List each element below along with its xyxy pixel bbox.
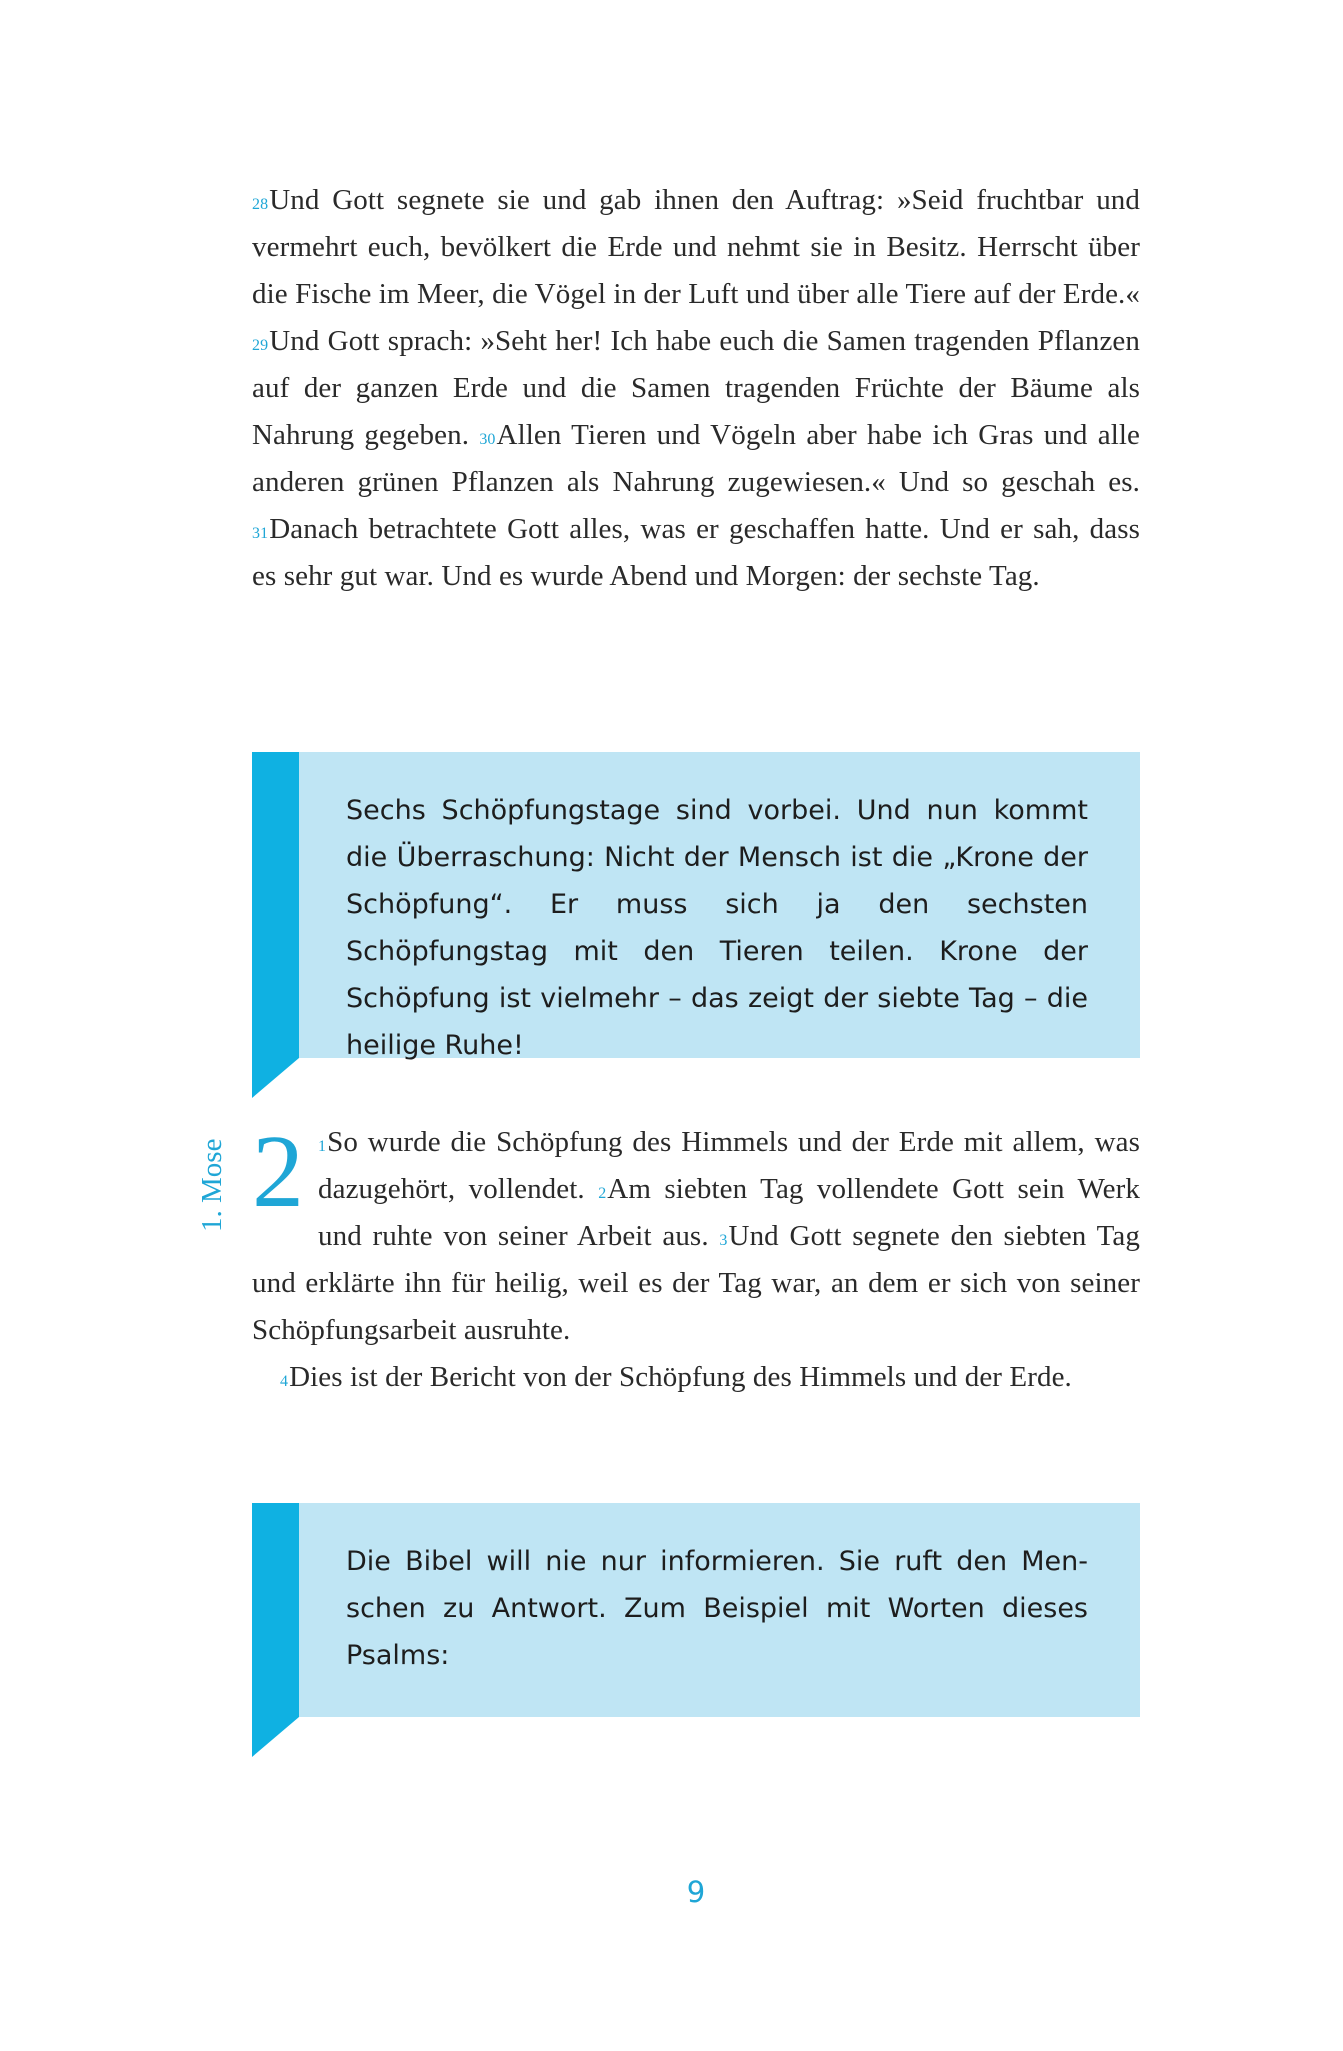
- commentary-text: Sechs Schöpfungstage sind vorbei. Und nun kommt die Überraschung: Nicht der Mensch ist die „Krone der Schöpfung“. Er muss sich ja den sechsten Schöpfungstag mit den Tieren teilen. Krone der Schöpfung ist vielmehr – das zeigt der siebte Tag – die heilige Ruhe!: [346, 795, 1088, 1061]
- accent-bar: [252, 1503, 299, 1717]
- verse-text: Und Gott segnete sie und gab ihnen den Auftrag: »Seid fruchtbar und vermehrt euch, bevölkert die Erde und nehmt sie in Besitz. Herrscht über die Fische im Meer, die Vögel in der Luft und über alle Tiere auf der Erde.«: [252, 184, 1140, 310]
- verse-number: 31: [252, 525, 269, 542]
- verse-number: 30: [479, 431, 496, 448]
- verse-text: Und Gott sprach: »Seht her! Ich habe euch die Samen tragenden Pflanzen auf der ganzen Erde und die Samen tragenden Früchte der Bäume als Nahrung gegeben.: [252, 325, 1140, 451]
- verse-number: 4: [280, 1373, 289, 1390]
- book-side-label: 1. Mose: [196, 1138, 228, 1232]
- verse-number: 2: [598, 1185, 607, 1202]
- verse-text: Allen Tieren und Vögeln aber habe ich Gras und alle anderen grünen Pflanzen als Nahrung zugewiesen.« Und so geschah es.: [252, 419, 1140, 498]
- accent-flag: [252, 1058, 299, 1098]
- commentary-box-1: [252, 752, 1140, 1061]
- verse-text: Dies ist der Bericht von der Schöpfung des Himmels und der Erde.: [289, 1361, 1072, 1393]
- verse-number: 28: [252, 196, 269, 213]
- verse-number: 3: [719, 1232, 728, 1249]
- verse-text: So wurde die Schöpfung des Himmels und der Erde mit allem, was dazugehört, vollendet.: [318, 1126, 1140, 1205]
- verse-number: 29: [252, 337, 269, 354]
- verse-paragraph: [252, 1354, 1140, 1401]
- verse-paragraph: [252, 1114, 1140, 1354]
- verse-text: Am siebten Tag vollendete Gott sein Werk und ruhte von seiner Arbeit aus.: [318, 1173, 1140, 1252]
- verse-paragraph: [252, 177, 1140, 600]
- verses-genesis-2-1-4: [252, 1114, 1140, 1401]
- verse-number: 1: [318, 1138, 327, 1155]
- verse-text: Und Gott segnete den siebten Tag und erklärte ihn für heilig, weil es der Tag war, an dem er sich von seiner Schöpfungsarbeit ausruhte.: [252, 1220, 1140, 1346]
- verses-genesis-1-28-31: [252, 177, 1140, 600]
- chapter-number: 2: [252, 1114, 304, 1229]
- page-number: 9: [686, 1875, 706, 1909]
- accent-bar: [252, 752, 299, 1058]
- commentary-text: Die Bibel will nie nur informieren. Sie ruft den Menschen zu Antwort. Zum Beispiel mit Worten dieses Psalms:: [346, 1546, 1088, 1671]
- verse-text: Danach betrachtete Gott alles, was er geschaffen hatte. Und er sah, dass es sehr gut war. Und es wurde Abend und Morgen: der sechste Tag.: [252, 513, 1140, 592]
- commentary-box-2: [252, 1503, 1140, 1717]
- accent-flag: [252, 1717, 299, 1757]
